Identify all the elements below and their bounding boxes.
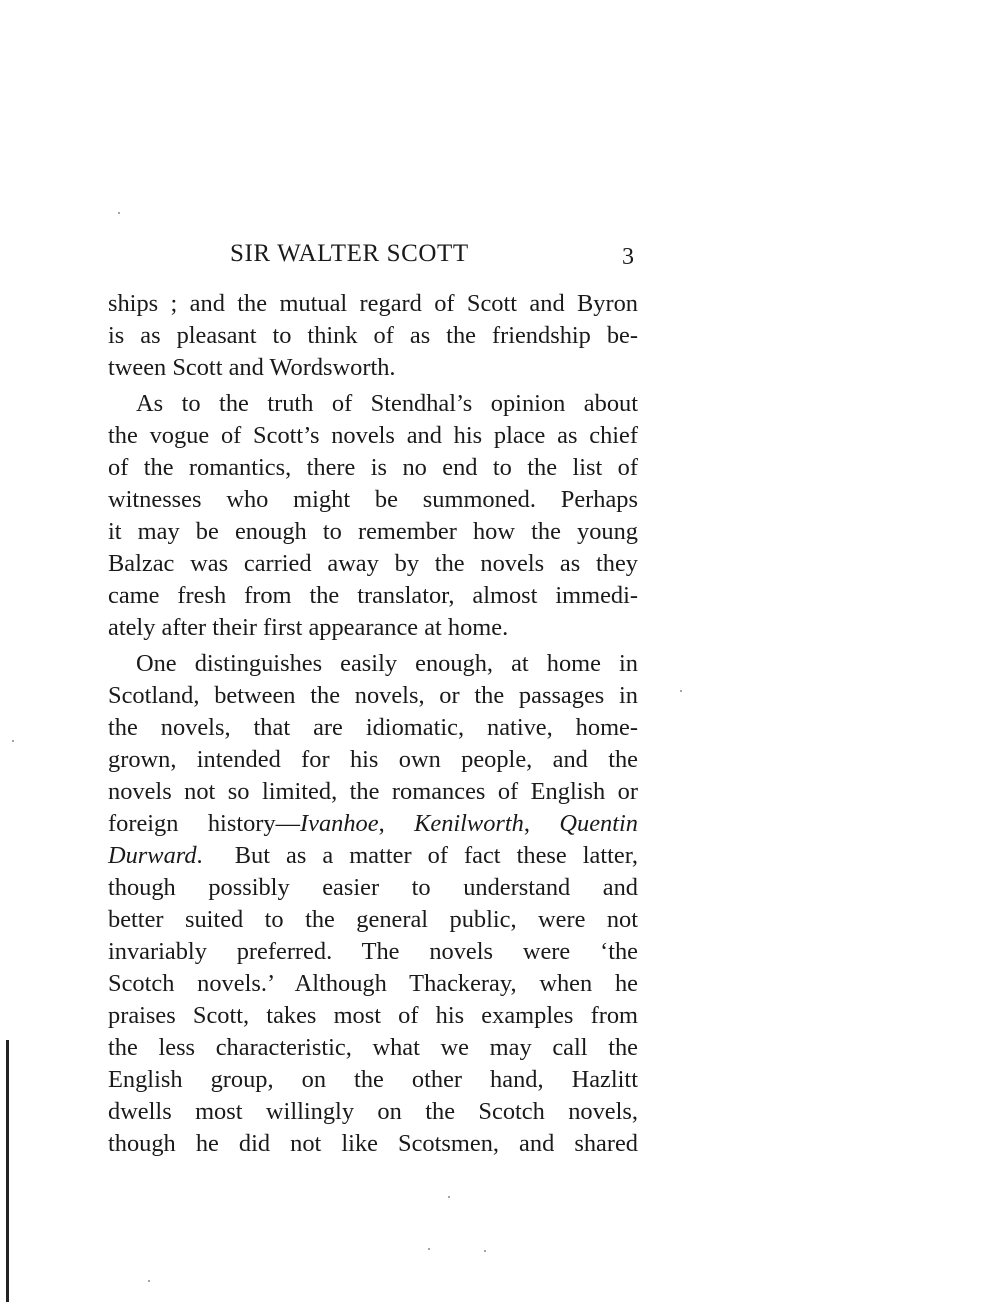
text-line: ships ; and the mutual regard of Scott and Byron: [108, 290, 638, 317]
titles-prefix: foreign history—: [108, 810, 300, 837]
text-line: Scotch novels.’ Although Thackeray, when he: [108, 970, 638, 997]
scan-speck: [118, 212, 120, 214]
text-line: As to the truth of Stendhal’s opinion about: [136, 390, 638, 417]
text-line: dwells most willingly on the Scotch novels,: [108, 1098, 638, 1125]
body-text: [108, 288, 638, 1160]
paragraph-2: [108, 388, 638, 644]
scan-speck: [12, 740, 14, 742]
running-head: [108, 240, 638, 274]
scan-speck: [428, 1248, 430, 1250]
text-line: the vogue of Scott’s novels and his place as chief: [108, 422, 638, 449]
text-line: English group, on the other hand, Hazlitt: [108, 1066, 638, 1093]
text-line: came fresh from the translator, almost immedi-: [108, 582, 638, 609]
title-ivanhoe: Ivanhoe: [300, 810, 379, 837]
page-number: 3: [622, 244, 634, 270]
text-line: the novels, that are idiomatic, native, home-: [108, 714, 638, 741]
text-line: One distinguishes easily enough, at home in: [136, 650, 638, 677]
text-after-titles: But as a matter of fact these latter,: [234, 842, 638, 869]
title-kenilworth: Kenilworth: [414, 810, 524, 837]
text-line: Scotland, between the novels, or the passages in: [108, 682, 638, 709]
text-line: better suited to the general public, were not: [108, 906, 638, 933]
text-line: of the romantics, there is no end to the list of: [108, 454, 638, 481]
text-line: it may be enough to remember how the young: [108, 518, 638, 545]
text-line-titles-continued: Durward. But as a matter of fact these latter,: [108, 842, 638, 869]
text-line: though possibly easier to understand and: [108, 874, 638, 901]
title-quentin: Quentin: [559, 810, 638, 837]
text-line: the less characteristic, what we may call the: [108, 1034, 638, 1061]
text-line: grown, intended for his own people, and the: [108, 746, 638, 773]
scan-speck: [148, 1280, 150, 1282]
running-title: SIR WALTER SCOTT: [230, 240, 469, 267]
text-line: ately after their first appearance at home.: [108, 614, 509, 641]
text-line: novels not so limited, the romances of English or: [108, 778, 638, 805]
title-durward: Durward: [108, 842, 197, 869]
paragraph-3: [108, 648, 638, 1160]
text-line: invariably preferred. The novels were ‘the: [108, 938, 638, 965]
text-line: Balzac was carried away by the novels as they: [108, 550, 638, 577]
text-line: witnesses who might be summoned. Perhaps: [108, 486, 638, 513]
text-line: though he did not like Scotsmen, and shared: [108, 1130, 638, 1157]
scan-edge-shadow: [6, 1040, 9, 1302]
scan-speck: [448, 1196, 450, 1198]
text-line: tween Scott and Wordsworth.: [108, 354, 396, 381]
scan-speck: [484, 1250, 486, 1252]
text-line: praises Scott, takes most of his examples from: [108, 1002, 638, 1029]
paragraph-1: [108, 288, 638, 384]
text-line: is as pleasant to think of as the friendship be-: [108, 322, 638, 349]
scan-speck: [680, 690, 682, 692]
text-line-titles: foreign history—Ivanhoe, Kenilworth, Quentin: [108, 810, 638, 837]
